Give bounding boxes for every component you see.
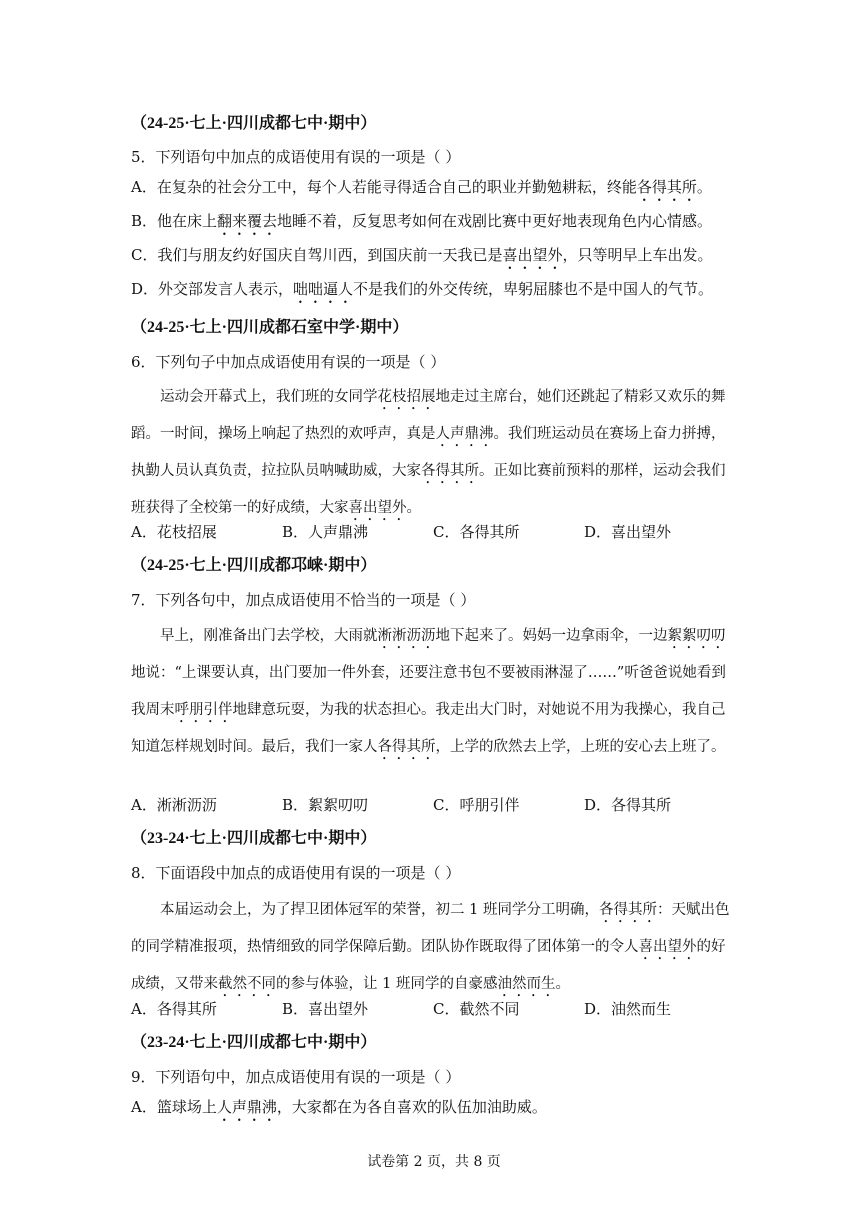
option-c: C．我们与朋友约好国庆自驾川西，到国庆前一天我已是喜出望外，只等明早上车出发。: [131, 246, 713, 264]
question-stem: 8．下面语段中加点的成语使用有误的一项是（ ）: [131, 864, 461, 882]
page-footer: 试卷第 2 页，共 8 页: [367, 1154, 501, 1170]
choice-c: C．各得其所: [433, 523, 520, 541]
choice-d: D．各得其所: [584, 796, 672, 814]
section-source: （23-24·七上·四川成都七中·期中）: [131, 830, 377, 847]
choice-a: A．淅淅沥沥: [131, 796, 217, 814]
choice-b: B．人声鼎沸: [282, 523, 369, 541]
choice-d: D．油然而生: [584, 1000, 672, 1018]
option-a: A．篮球场上人声鼎沸，大家都在为各自喜欢的队伍加油助威。: [131, 1098, 547, 1116]
choice-c: C．呼朋引伴: [433, 796, 520, 814]
question-stem: 7．下列各句中，加点成语使用不恰当的一项是（ ）: [131, 591, 476, 609]
choice-b: B．絮絮叨叨: [282, 796, 369, 814]
section-source: （24-25·七上·四川成都石室中学·期中）: [131, 319, 409, 336]
choice-c: C．截然不同: [433, 1000, 520, 1018]
section-source: （23-24·七上·四川成都七中·期中）: [131, 1034, 377, 1051]
choice-d: D．喜出望外: [584, 523, 672, 541]
option-d: D．外交部发言人表示，咄咄逼人不是我们的外交传统，卑躬屈膝也不是中国人的气节。: [131, 280, 714, 298]
question-stem: 9．下列语句中，加点成语使用有误的一项是（ ）: [131, 1068, 461, 1086]
choice-a: A．花枝招展: [131, 523, 217, 541]
question-stem: 5．下列语句中加点的成语使用有误的一项是（ ）: [131, 148, 461, 166]
passage: 早上，刚准备出门去学校，大雨就淅淅沥沥地下起来了。妈妈一边拿雨伞，一边絮絮叨叨地说：“上课要认真，出门要加一件外套，还要注意书包不要被雨淋湿了……”听爸爸说她看到我周末呼朋引伴地肆意玩耍，为我的状态担心。我走出大门时，对她说不用为我操心，我自己知道怎样规划时间。最后，我们一家人各得其所，上学的欣然去上学，上班的安心去上班了。: [131, 628, 726, 755]
option-b: B．他在床上翻来覆去地睡不着，反复思考如何在戏剧比赛中更好地表现角色内心情感。: [131, 212, 713, 230]
option-a: A．在复杂的社会分工中，每个人若能寻得适合自己的职业并勤勉耕耘，终能各得其所。: [131, 178, 712, 196]
section-source: （24-25·七上·四川成都七中·期中）: [131, 115, 377, 132]
passage: 运动会开幕式上，我们班的女同学花枝招展地走过主席台，她们还跳起了精彩又欢乐的舞蹈。一时间，操场上响起了热烈的欢呼声，真是人声鼎沸。我们班运动员在赛场上奋力拼搏，执勤人员认真负责，拉拉队员呐喊助威，大家各得其所。正如比赛前预料的那样，运动会我们班获得了全校第一的好成绩，大家喜出望外。: [131, 389, 726, 516]
section-source: （24-25·七上·四川成都邛崃·期中）: [131, 557, 377, 574]
question-stem: 6．下列句子中加点成语使用有误的一项是（ ）: [131, 353, 446, 371]
choice-a: A．各得其所: [131, 1000, 217, 1018]
passage: 本届运动会上，为了捍卫团体冠军的荣誉，初二 1 班同学分工明确，各得其所：天赋出色的同学精准报项，热情细致的同学保障后勤。团队协作既取得了团体第一的令人喜出望外的好成绩，又带来截然不同的参与体验，让 1 班同学的自豪感油然而生。: [131, 902, 730, 992]
choice-b: B．喜出望外: [282, 1000, 369, 1018]
